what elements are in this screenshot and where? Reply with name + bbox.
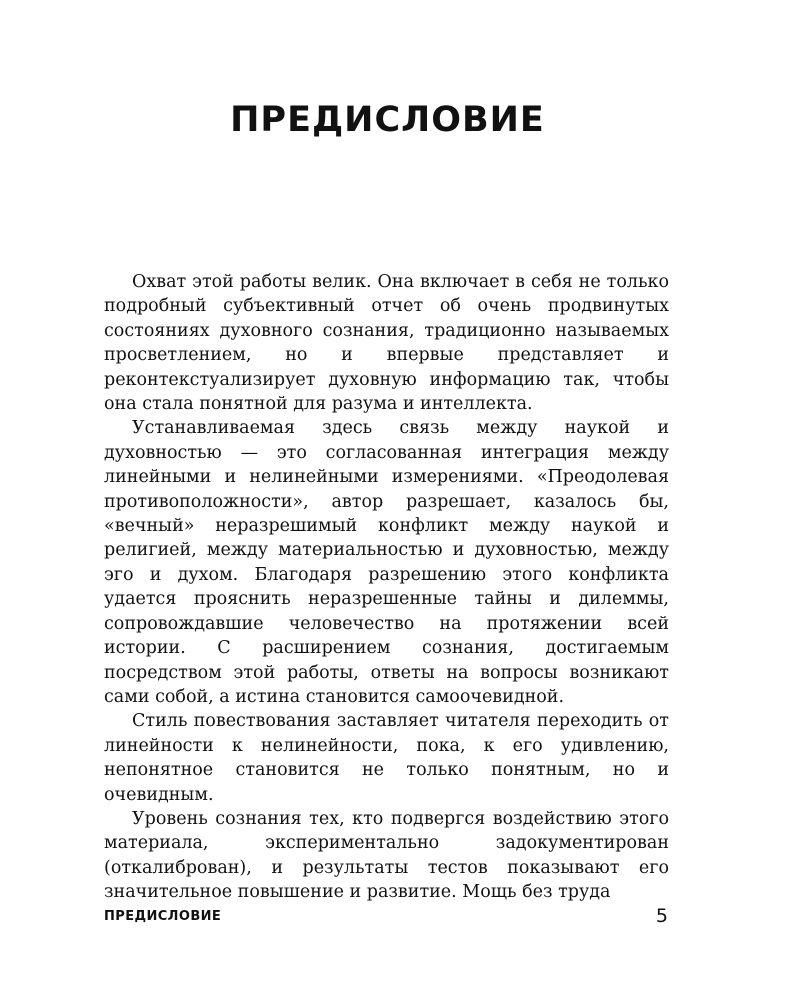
page-number: 5 xyxy=(655,905,668,927)
paragraph-1: Охват этой работы велик. Она включает в себя не только подробный субъективный отчет об очень продвинутых состояниях духовного сознания, традиционно называемых просветлением, но и впервые представляет и реконтекстуализирует духовную информацию так, чтобы она стала понятной для разума и интеллекта. xyxy=(104,272,669,415)
chapter-title: ПРЕДИСЛОВИЕ xyxy=(230,100,545,140)
paragraph-4: Уровень сознания тех, кто подвергся воздействию этого материала, экспериментально задокументирован (откалиброван), и результаты тестов показывают его значительное повышение и развитие. Мощь без труда xyxy=(104,808,669,903)
body-text xyxy=(104,270,669,905)
paragraph-3: Стиль повествования заставляет читателя переходить от линейности к нелинейности, пока, к его удивлению, непонятное становится не только понятным, но и очевидным. xyxy=(104,711,669,805)
running-footer: ПРЕДИСЛОВИЕ xyxy=(104,909,222,924)
paragraph-2: Устанавливаемая здесь связь между наукой и духовностью — это согласованная интеграция между линейными и нелинейными измерениями. «Преодолевая противоположности», автор разрешает, казалось бы, «вечный» неразрешимый конфликт между наукой и религией, между материальностью и духовностью, между эго и духом. Благодаря разрешению этого конфликта удается прояснить неразрешенные тайны и дилеммы, сопровождавшие человечество на протяжении всей истории. С расширением сознания, достигаемым посредством этой работы, ответы на вопросы возникают сами собой, а истина становится самоочевидной. xyxy=(104,418,669,707)
